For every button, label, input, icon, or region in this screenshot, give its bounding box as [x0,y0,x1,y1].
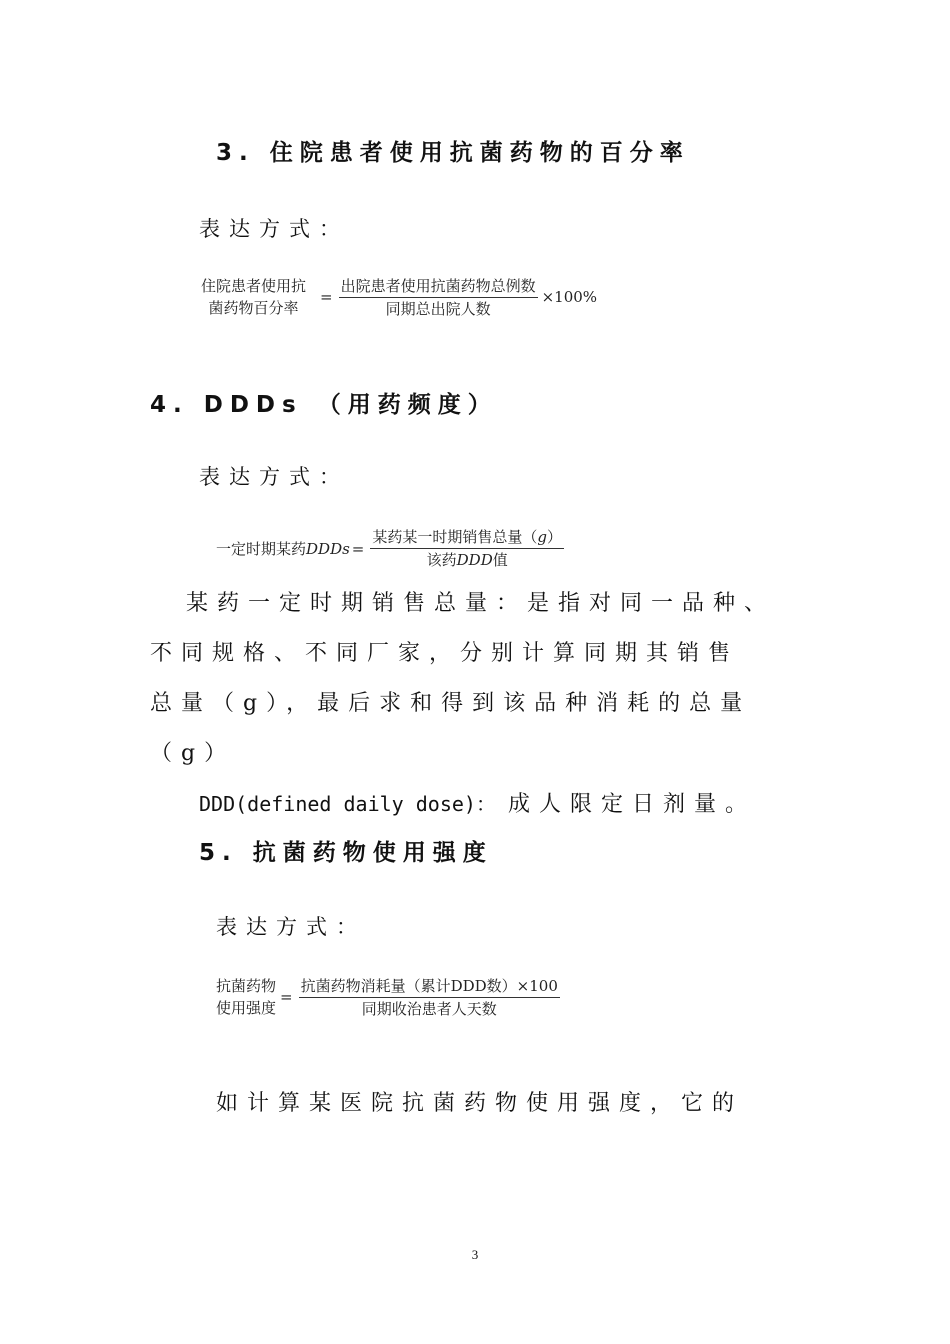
formula-fraction [299,976,560,1019]
formula-lhs: 一定时期某药DDDs [216,540,350,558]
formula-multiplier: ×100% [541,288,598,306]
formula-lhs-line2: 菌药物百分率 [208,299,299,317]
section-3-heading: 3. 住院患者使用抗菌药物的百分率 [216,140,690,166]
fraction-numerator: 出院患者使用抗菌药物总例数 [340,276,536,295]
ddd-definition-chinese: 成人限定日剂量。 [508,792,757,817]
formula-lhs [201,275,306,319]
formula-fraction [339,276,538,319]
paragraph-line-1: 某药一定时期销售总量：是指对同一品种、 [186,591,776,616]
ddds-formula [216,527,568,570]
formula-lhs-line1: 抗菌药物 [216,977,277,995]
section-4-heading: 4. DDDs （用药频度） [150,392,498,418]
formula-fraction [370,527,564,570]
antibiotic-intensity-formula [216,975,564,1019]
section-5-heading: 5. 抗菌药物使用强度 [199,840,493,866]
paragraph-line-3: 总量（g），最后求和得到该品种消耗的总量 [150,691,752,716]
ddd-definition-english: DDD(defined daily dose)： [199,792,496,816]
formula-lhs-line1: 住院患者使用抗 [201,277,307,295]
fraction-numerator: 某药某一时期销售总量（g） [372,528,563,546]
formula-lhs [216,975,276,1019]
fraction-numerator: 抗菌药物消耗量（累计DDD数）×100 [300,976,558,995]
section-5-expression-label: 表达方式： [216,915,366,939]
section-3-expression-label: 表达方式： [199,217,349,241]
section-4-expression-label: 表达方式： [199,465,349,489]
inpatient-antibiotic-rate-formula [201,275,597,319]
equals-sign: = [351,539,365,558]
equals-sign: = [320,288,333,306]
paragraph-line-4: （g） [150,741,236,766]
fraction-denominator: 同期收治患者人天数 [361,999,497,1018]
page-number: 3 [471,1247,479,1262]
fraction-denominator: 同期总出院人数 [385,299,491,318]
equals-sign: = [280,988,293,1006]
formula-lhs-line2: 使用强度 [216,999,277,1017]
fraction-denominator: 该药DDD值 [426,551,508,569]
closing-line: 如计算某医院抗菌药物使用强度，它的 [216,1091,744,1116]
paragraph-line-2: 不同规格、不同厂家，分别计算同期其销售 [150,641,740,666]
ddd-definition [199,787,756,818]
